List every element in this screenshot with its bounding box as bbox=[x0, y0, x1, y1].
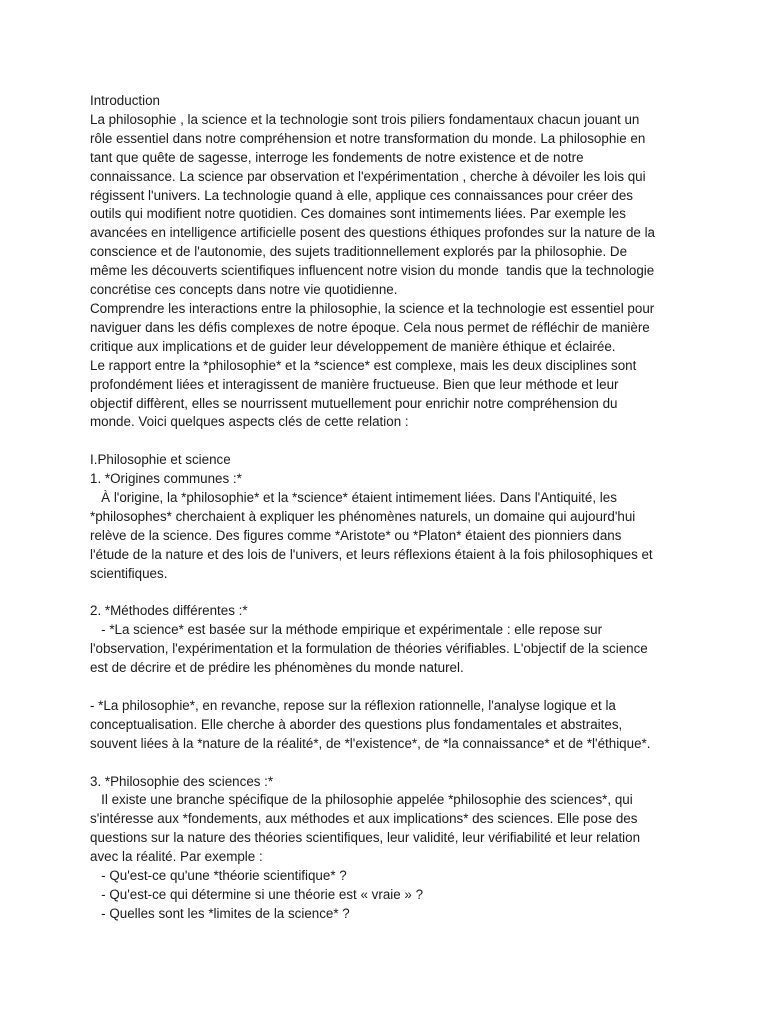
text-line: régissent l'univers. La technologie quand à elle, applique ces connaissances pour créer des bbox=[90, 187, 633, 203]
text-line: profondément liées et interagissent de manière fructueuse. Bien que leur méthode et leur bbox=[90, 376, 619, 392]
text-line: - Qu'est-ce qui détermine si une théorie est « vraie » ? bbox=[90, 887, 424, 902]
text-line: critique aux implications et de guider leur développement de manière éthique et éclairée. bbox=[90, 338, 616, 354]
text-line: outils qui modifient notre quotidien. Ces domaines sont intimements liées. Par exemple les bbox=[90, 206, 626, 222]
text-line: La philosophie , la science et la technologie sont trois piliers fondamentaux chacun jouant un bbox=[90, 111, 640, 127]
text-line: avec la réalité. Par exemple : bbox=[90, 849, 263, 865]
text-line: avancées en intelligence artificielle posent des questions éthiques profondes sur la nature de la bbox=[90, 225, 656, 241]
text-line: objectif diffèrent, elles se nourrissent mutuellement pour enrichir notre compréhension du bbox=[90, 395, 618, 411]
text-line: 3. *Philosophie des sciences :* bbox=[90, 773, 274, 789]
text-line: tant que quête de sagesse, interroge les fondements de notre existence et de notre bbox=[90, 149, 584, 165]
blank-line bbox=[90, 432, 690, 451]
text-line: naviguer dans les défis complexes de notre époque. Cela nous permet de réfléchir de manière bbox=[90, 319, 650, 335]
text-line: - *La science* est basée sur la méthode empirique et expérimentale : elle repose sur bbox=[90, 622, 603, 638]
text-line: 1. *Origines communes :* bbox=[90, 471, 242, 487]
text-line: Comprendre les interactions entre la philosophie, la science et la technologie est essentiel pour bbox=[90, 300, 655, 316]
text-line: relève de la science. Des figures comme *Aristote* ou *Platon* étaient des pionniers dans bbox=[90, 527, 622, 543]
blank-line bbox=[90, 678, 690, 697]
document-body bbox=[90, 92, 690, 924]
text-line: Il existe une branche spécifique de la philosophie appelée *philosophie des sciences*, qui bbox=[90, 792, 633, 808]
blank-line bbox=[90, 584, 690, 603]
text-line: - Qu'est-ce qu'une *théorie scientifique* ? bbox=[90, 868, 347, 884]
text-line: I.Philosophie et science bbox=[90, 452, 231, 468]
text-line: l'observation, l'expérimentation et la formulation de théories vérifiables. L'objectif de la science bbox=[90, 641, 648, 657]
text-line: *philosophes* cherchaient à expliquer les phénomènes naturels, un domaine qui aujourd'hui bbox=[90, 508, 636, 524]
text-line: l'étude de la nature et des lois de l'univers, et leurs réflexions étaient à la fois philosophiques et bbox=[90, 546, 653, 562]
text-line: conscience et de l'autonomie, des sujets traditionnellement explorés par la philosophie. De bbox=[90, 244, 628, 260]
text-line: Le rapport entre la *philosophie* et la *science* est complexe, mais les deux disciplines sont bbox=[90, 357, 637, 373]
text-line: s'intéresse aux *fondements, aux méthodes et aux implications* des sciences. Elle pose des bbox=[90, 811, 638, 827]
text-line: scientifiques. bbox=[90, 565, 168, 581]
text-line: concrétise ces concepts dans notre vie quotidienne. bbox=[90, 282, 398, 298]
text-line: connaissance. La science par observation et l'expérimentation , cherche à dévoiler les lois qui bbox=[90, 168, 646, 184]
text-line: Introduction bbox=[90, 93, 160, 108]
text-line: conceptualisation. Elle cherche à aborder des questions plus fondamentales et abstraites, bbox=[90, 716, 623, 732]
text-line: À l'origine, la *philosophie* et la *science* étaient intimement liées. Dans l'Antiquité, les bbox=[90, 490, 617, 506]
text-line: monde. Voici quelques aspects clés de cette relation : bbox=[90, 414, 409, 430]
blank-line bbox=[90, 754, 690, 773]
text-line: souvent liées à la *nature de la réalité*, de *l'existence*, de *la connaissance* et de *l'éthique*. bbox=[90, 735, 651, 751]
text-line: est de décrire et de prédire les phénomènes du monde naturel. bbox=[90, 660, 464, 676]
text-line: rôle essentiel dans notre compréhension et notre transformation du monde. La philosophie en bbox=[90, 130, 646, 146]
text-line: 2. *Méthodes différentes :* bbox=[90, 603, 248, 619]
text-line: - Quelles sont les *limites de la science* ? bbox=[90, 905, 350, 921]
text-line: même les découverts scientifiques influencent notre vision du monde tandis que la technologie bbox=[90, 263, 655, 279]
text-line: questions sur la nature des théories scientifiques, leur validité, leur vérifiabilité et leur relation bbox=[90, 830, 641, 846]
text-line: - *La philosophie*, en revanche, repose sur la réflexion rationnelle, l'analyse logique et la bbox=[90, 697, 616, 713]
